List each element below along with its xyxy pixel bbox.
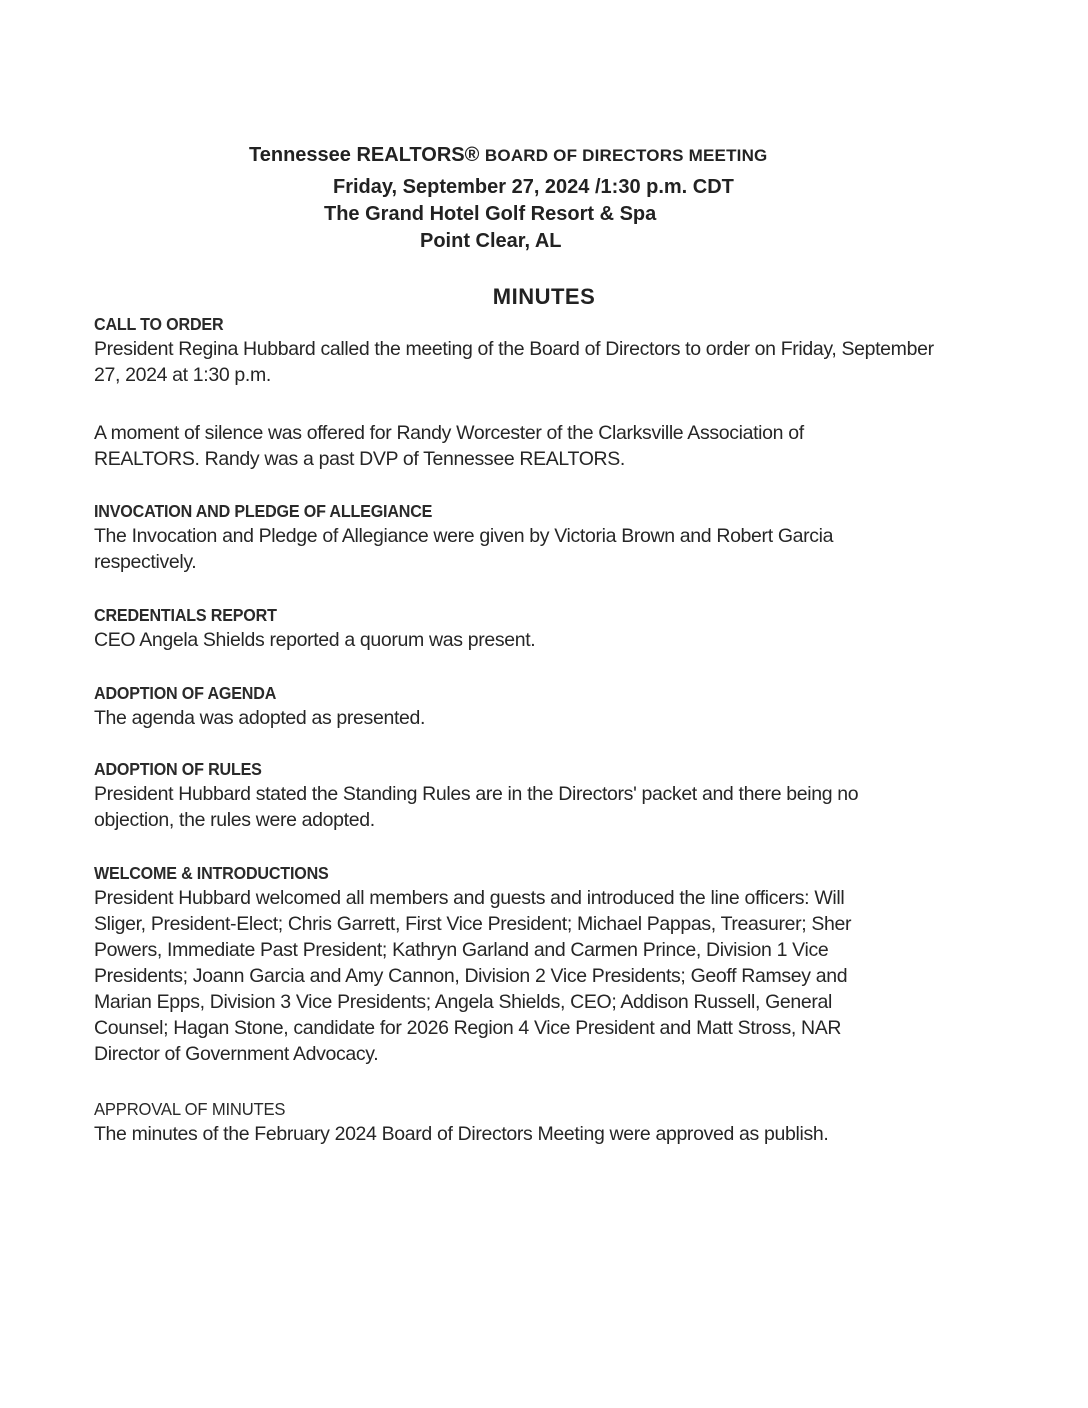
section-body: President Regina Hubbard called the meeting of the Board of Directors to order on Friday, September 27, 2024 at 1:30 p.m. [94, 338, 934, 386]
meeting-location: Point Clear, AL [420, 230, 562, 252]
meeting-title [249, 143, 767, 168]
section-heading: CREDENTIALS REPORT [94, 605, 277, 625]
organization-name: Tennessee REALTORS® [249, 144, 480, 166]
section-body: The minutes of the February 2024 Board of Directors Meeting were approved as publish. [94, 1123, 829, 1145]
meeting-date-time: Friday, September 27, 2024 /1:30 p.m. CDT [333, 176, 734, 198]
section-heading: ADOPTION OF AGENDA [94, 683, 277, 703]
section-adoption-of-rules [94, 757, 984, 833]
section-heading: WELCOME & INTRODUCTIONS [94, 863, 329, 883]
section-body: President Hubbard welcomed all members and guests and introduced the line officers: Will Sliger, President-Elect; Chris Garrett, First Vice President; Michael Pappas, Treasurer; Sher Powers, Immediate Past President; Kathryn Garland and Carmen Prince, Division 1 Vice Presidents; Joann Garcia and Amy Cannon, Division 2 Vice Presidents; Geoff Ramsey and Marian Epps, Division 3 Vice Presidents; Angela Shields, CEO; Addison Russell, General Counsel; Hagan Stone, candidate for 2026 Region 4 Vice President and Matt Stross, NAR Director of Government Advocacy. [94, 887, 852, 1065]
section-heading: INVOCATION AND PLEDGE OF ALLEGIANCE [94, 501, 433, 521]
meeting-type: BOARD OF DIRECTORS MEETING [484, 146, 768, 165]
section-body: A moment of silence was offered for Randy Worcester of the Clarksville Association of REALTORS. Randy was a past DVP of Tennessee REALTORS. [94, 422, 804, 470]
section-body: The Invocation and Pledge of Allegiance were given by Victoria Brown and Robert Garcia respectively. [94, 525, 834, 573]
section-adoption-of-agenda [94, 681, 984, 731]
section-welcome-introductions [94, 861, 984, 1067]
section-body: CEO Angela Shields reported a quorum was present. [94, 629, 536, 651]
section-heading: ADOPTION OF RULES [94, 759, 262, 779]
section-approval-of-minutes [94, 1097, 984, 1147]
moment-of-silence [94, 420, 984, 472]
document-title: MINUTES [492, 284, 596, 309]
section-invocation [94, 499, 984, 575]
section-credentials-report [94, 603, 984, 653]
section-heading: CALL TO ORDER [94, 314, 224, 334]
section-call-to-order [94, 312, 984, 388]
section-heading: APPROVAL OF MINUTES [94, 1099, 286, 1119]
meeting-venue: The Grand Hotel Golf Resort & Spa [324, 203, 657, 225]
section-body: The agenda was adopted as presented. [94, 707, 426, 729]
section-body: President Hubbard stated the Standing Rules are in the Directors' packet and there being no objection, the rules were adopted. [94, 783, 859, 831]
